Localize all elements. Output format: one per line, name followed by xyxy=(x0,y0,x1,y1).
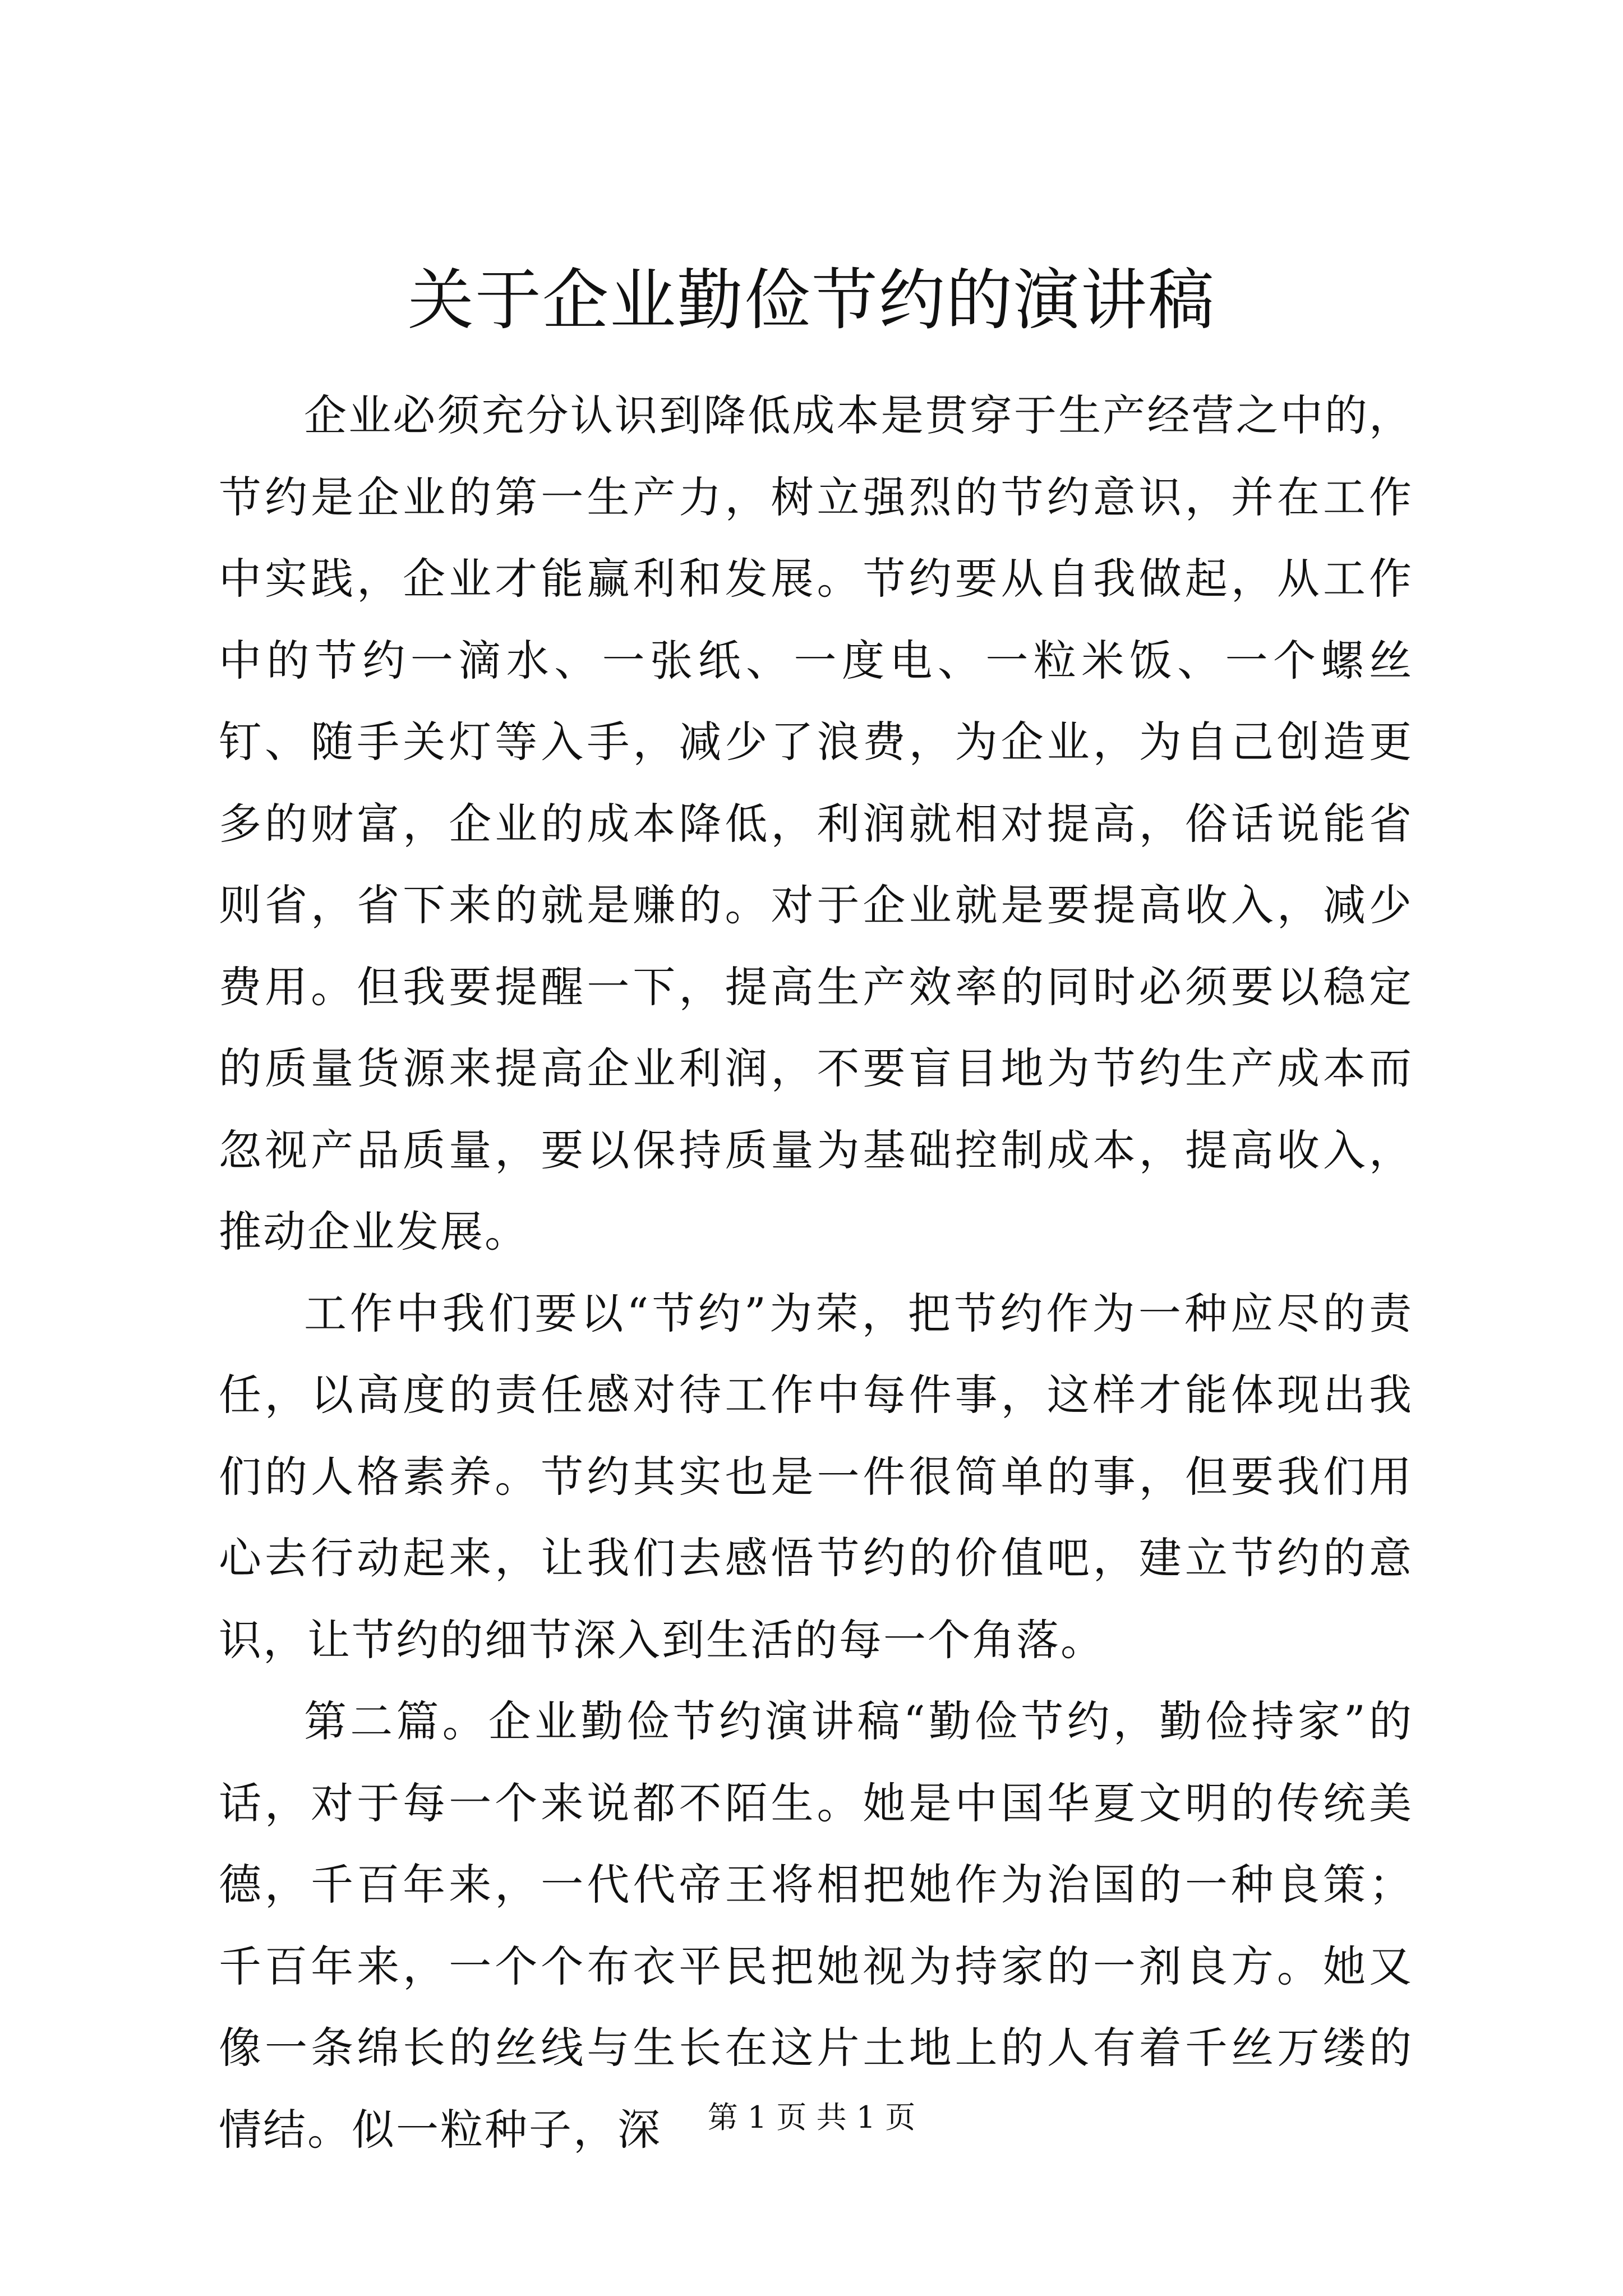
document-body xyxy=(219,375,1413,2170)
paragraph-1: 企业必须充分认识到降低成本是贯穿于生产经营之中的，节约是企业的第一生产力，树立强烈的节约意识，并在工作中实践，企业才能赢利和发展。节约要从自我做起，从工作中的节约一滴水、一张纸、一度电、一粒米饭、一个螺丝钉、随手关灯等入手，减少了浪费，为企业，为自己创造更多的财富，企业的成本降低，利润就相对提高，俗话说能省则省，省下来的就是赚的。对于企业就是要提高收入，减少费用。但我要提醒一下，提高生产效率的同时必须要以稳定的质量货源来提高企业利润，不要盲目地为节约生产成本而忽视产品质量，要以保持质量为基础控制成本，提高收入，推动企业发展。 xyxy=(219,390,1413,1257)
paragraph-2: 工作中我们要以“节约”为荣，把节约作为一种应尽的责任，以高度的责任感对待工作中每件事，这样才能体现出我们的人格素养。节约其实也是一件很简单的事，但要我们用心去行动起来，让我们去感悟节约的价值吧，建立节约的意识，让节约的细节深入到生活的每一个角落。 xyxy=(219,1288,1413,1665)
paragraph-3: 第二篇。企业勤俭节约演讲稿“勤俭节约，勤俭持家”的话，对于每一个来说都不陌生。她是中国华夏文明的传统美德，千百年来，一代代帝王将相把她作为治国的一种良策；千百年来，一个个布衣平民把她视为持家的一剂良方。她又像一条绵长的丝线与生长在这片土地上的人有着千丝万缕的情结。似一粒种子，深 xyxy=(219,1696,1413,2155)
document-title: 关于企业勤俭节约的演讲稿 xyxy=(407,261,1215,339)
page-number-footer: 第 1 页 共 1 页 xyxy=(707,2100,916,2135)
